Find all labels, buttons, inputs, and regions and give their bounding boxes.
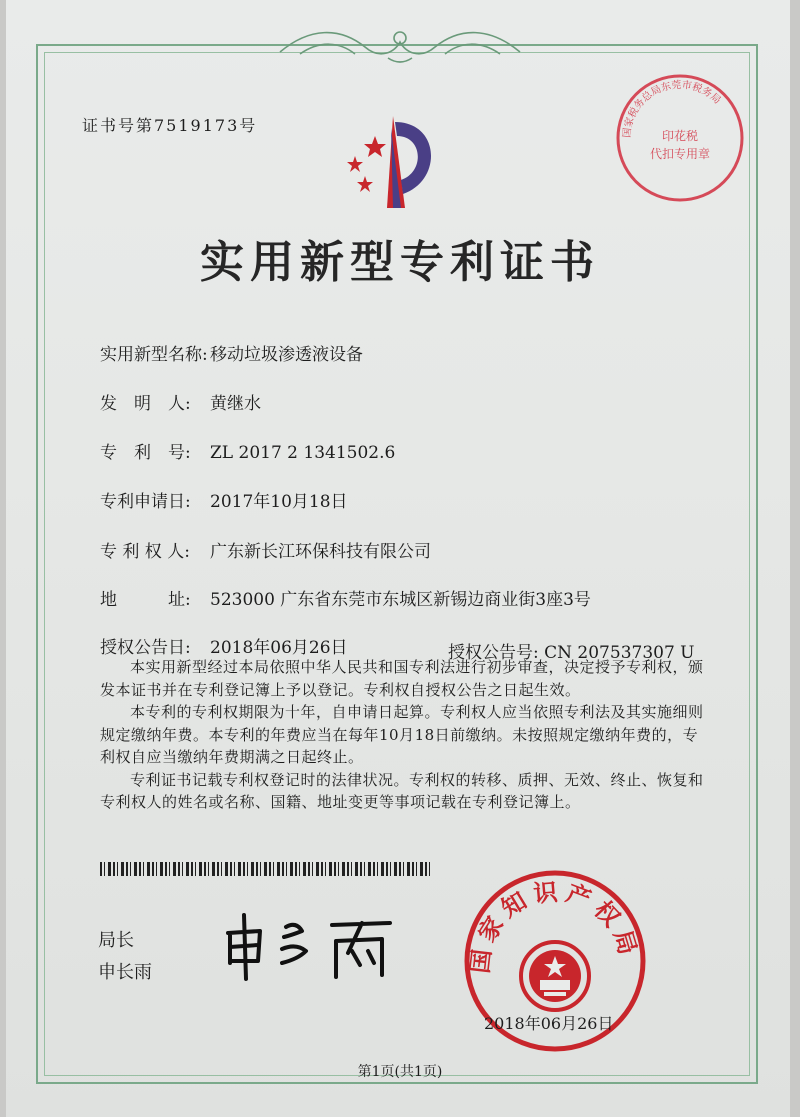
field-patentee xyxy=(100,537,431,562)
certificate-number: 证书号第7519173号 xyxy=(82,116,258,135)
body-paragraph: 本专利的专利权期限为十年，自申请日起算。专利权人应当依照专利法及其实施细则规定缴纳年费。本专利的年费应当在每年10月18日前缴纳。未按照规定缴纳年费的，专利权自应当缴纳年费期满之日起终止。 xyxy=(100,703,704,766)
field-patent-no xyxy=(100,438,395,463)
field-name-value: 移动垃圾渗透液设备 xyxy=(210,345,363,365)
field-filing-date xyxy=(100,487,348,512)
field-filing-date-value: 2017年10月18日 xyxy=(210,492,348,512)
field-name xyxy=(100,340,363,365)
field-inventor xyxy=(100,389,261,414)
body-paragraph: 专利证书记载专利权登记时的法律状况。专利权的转移、质押、无效、终止、恢复和专利权人的姓名或名称、国籍、地址变更等事项记载在专利登记簿上。 xyxy=(100,770,704,811)
field-grant-date-label: 授权公告日: xyxy=(100,638,191,658)
national-emblem-icon xyxy=(521,942,589,1010)
tax-stamp-line2: 代扣专用章 xyxy=(649,147,711,161)
field-inventor-value: 黄继水 xyxy=(210,394,261,414)
field-address-label: 地 址: xyxy=(100,590,191,610)
field-patentee-value: 广东新长江环保科技有限公司 xyxy=(210,542,431,562)
body-paragraph: 本实用新型经过本局依照中华人民共和国专利法进行初步审查，决定授予专利权，颁发本证书并在专利登记簿上予以登记。专利权自授权公告之日起生效。 xyxy=(100,658,704,699)
certificate-body xyxy=(100,656,712,814)
logo-star-icon xyxy=(347,156,363,172)
ornament-top xyxy=(270,22,530,70)
field-patent-no-label: 专 利 号: xyxy=(100,443,191,463)
seal-text: 国家知识产权局 xyxy=(465,877,644,975)
page-footer: 第1页(共1页) xyxy=(357,1064,443,1080)
signatory-title: 局长 xyxy=(98,930,134,951)
signatory-name: 申长雨 xyxy=(98,962,152,983)
field-grant-date xyxy=(100,633,348,658)
tax-stamp-line1: 印花税 xyxy=(661,129,699,143)
seal-date: 2018年06月26日 xyxy=(484,1014,614,1033)
barcode xyxy=(100,862,430,876)
field-address xyxy=(100,585,591,610)
tax-stamp xyxy=(614,72,746,204)
logo-star-icon xyxy=(364,136,386,157)
field-name-label: 实用新型名称: xyxy=(100,345,208,365)
field-patent-no-value: ZL 2017 2 1341502.6 xyxy=(210,443,396,463)
signature-image xyxy=(212,905,402,985)
field-grant-date-value: 2018年06月26日 xyxy=(210,638,348,658)
logo-star-icon xyxy=(357,176,373,192)
field-grant-no-label: 授权公告号: xyxy=(448,643,539,663)
certificate-title: 实用新型专利证书 xyxy=(200,237,600,288)
field-address-value: 523000 广东省东莞市东城区新锡边商业街3座3号 xyxy=(210,590,591,610)
cnipa-logo xyxy=(325,108,455,218)
field-filing-date-label: 专利申请日: xyxy=(100,492,191,512)
field-inventor-label: 发 明 人: xyxy=(100,394,191,414)
field-grant-no-value: CN 207537307 U xyxy=(544,643,695,663)
field-patentee-label: 专 利 权 人: xyxy=(100,542,190,562)
tax-stamp-ring-text: 国家税务总局东莞市税务局 xyxy=(621,79,723,139)
